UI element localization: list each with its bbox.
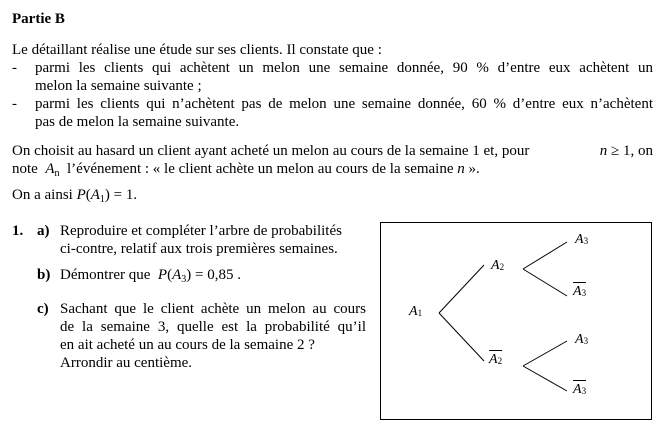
branch-a2-not-a3 bbox=[523, 269, 567, 296]
bullet-dash: - bbox=[12, 60, 17, 76]
question-b-text: Démontrer que $P(A_3) = 0,85$ . bbox=[60, 267, 241, 285]
branch-a1-a2 bbox=[439, 265, 484, 313]
leaf-not-a3: $A_3$ bbox=[573, 284, 587, 299]
question-c-line-4: Arrondir au centième. bbox=[60, 355, 193, 371]
question-c-label: c) bbox=[37, 301, 49, 317]
leaf-a3: $A_3$ bbox=[575, 232, 589, 247]
paragraph-line-2: note $A_n$ l’événement : « le client achète un melon au cours de la semaine n ». bbox=[12, 161, 480, 179]
node-a2: $A_2$ bbox=[491, 258, 505, 273]
question-c-line-2: de la semaine 3, quelle est la probabilité qu’il bbox=[60, 319, 366, 335]
question-a-line-2: ci-contre, relatif aux trois premières semaines. bbox=[60, 241, 338, 257]
branch-a2-a3 bbox=[523, 242, 567, 269]
question-c-line-3: en ait acheté un au cours de la semaine 2 ? bbox=[60, 337, 315, 353]
bullet-1-line-2: melon la semaine suivante ; bbox=[35, 78, 202, 94]
branch-not-a2-not-a3 bbox=[523, 366, 567, 391]
bullet-2-line-1: parmi les clients qui n’achètent pas de melon une semaine donnée, 60 % d’entre eux n’achètent bbox=[35, 96, 653, 112]
node-a1: $A_1$ bbox=[409, 304, 423, 319]
given-statement: On a ainsi $P(A_1) = 1$. bbox=[12, 187, 138, 205]
section-heading: Partie B bbox=[12, 11, 65, 27]
leaf-a3: $A_3$ bbox=[575, 332, 589, 347]
bullet-1-line-1: parmi les clients qui achètent un melon une semaine donnée, 90 % d’entre eux achètent un bbox=[35, 60, 653, 76]
tree-branches bbox=[381, 223, 653, 421]
paragraph-line-1 bbox=[12, 142, 653, 160]
question-b-label: b) bbox=[37, 267, 51, 283]
node-not-a2: $A_2$ bbox=[489, 352, 503, 367]
probability-tree bbox=[380, 222, 652, 420]
question-number: 1. bbox=[12, 223, 24, 239]
leaf-not-a3: $A_3$ bbox=[573, 382, 587, 397]
question-c-line-1: Sachant que le client achète un melon au cours bbox=[60, 301, 366, 317]
paragraph-condition: n ≥ 1, on bbox=[599, 143, 653, 159]
question-a-line-1: Reproduire et compléter l’arbre de probabilités bbox=[60, 223, 342, 239]
intro-text: Le détaillant réalise une étude sur ses clients. Il constate que : bbox=[12, 42, 382, 58]
branch-a1-not-a2 bbox=[439, 313, 484, 361]
question-a-label: a) bbox=[37, 223, 50, 239]
bullet-dash: - bbox=[12, 96, 17, 112]
paragraph-line-1-text: On choisit au hasard un client ayant acheté un melon au cours de la semaine 1 et, pour bbox=[12, 143, 530, 159]
bullet-2-line-2: pas de melon la semaine suivante. bbox=[35, 114, 240, 130]
branch-not-a2-a3 bbox=[523, 341, 567, 366]
